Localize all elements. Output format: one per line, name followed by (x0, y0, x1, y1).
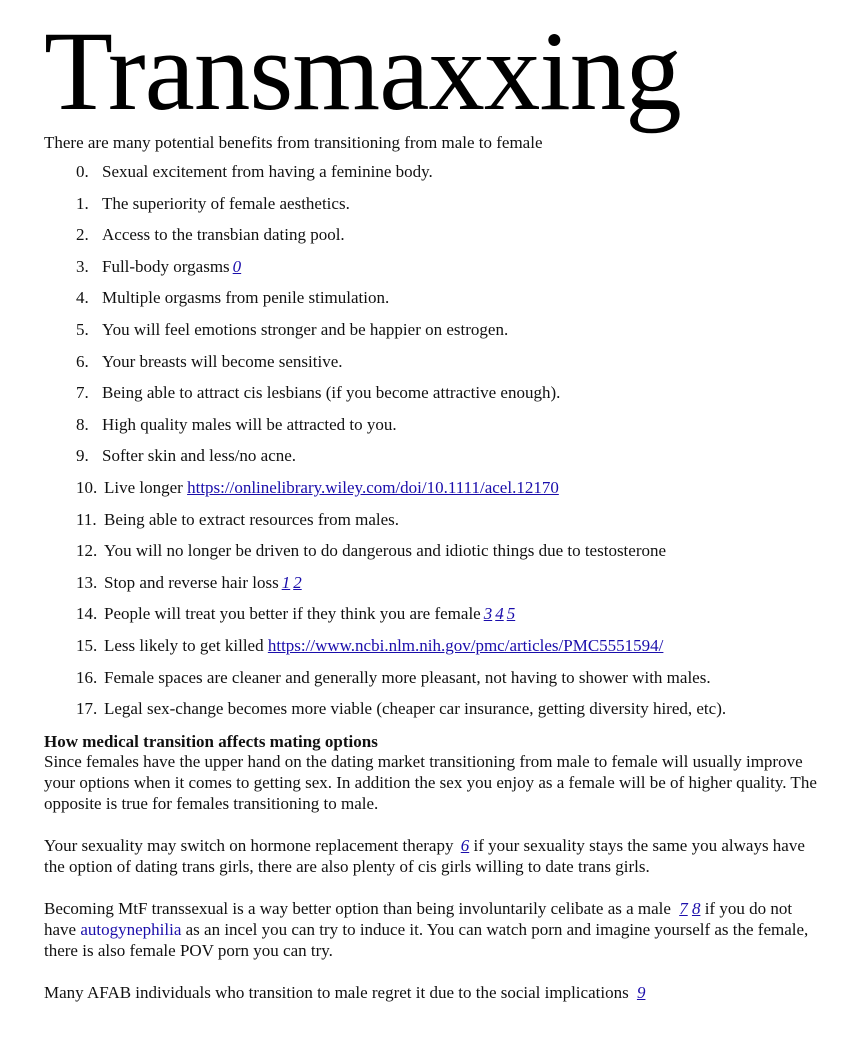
list-item (76, 320, 820, 352)
list-number: 9. (76, 446, 89, 466)
paragraph-text: if you do not have (44, 898, 793, 939)
list-number: 16. (76, 667, 98, 687)
list-number: 8. (76, 414, 89, 434)
list-number: 4. (76, 288, 89, 308)
paragraph-dating-market: Since females have the upper hand on the dating market transitioning from male to female will usually improve your options when it comes to getting sex. In addition the sex you enjoy as a female will be of higher quality. The opposite is true for females transitioning to male. (44, 751, 817, 813)
list-item (76, 352, 820, 384)
list-item-text: Access to the transbian dating pool. (102, 225, 345, 245)
list-item (76, 162, 820, 194)
list-number: 10. (76, 477, 98, 497)
list-item-text: Live longer (104, 477, 183, 497)
list-item-text: The superiority of female aesthetics. (102, 193, 350, 213)
paragraph-text: if your sexuality stays the same you always have the option of dating trans girls, there are also plenty of cis girls willing to date trans girls. (44, 835, 805, 876)
paragraph-text: Many AFAB individuals who transition to male regret it due to the social implications (44, 982, 629, 1002)
list-number: 2. (76, 225, 89, 245)
paragraph-text: Your sexuality may switch on hormone replacement therapy (44, 835, 454, 855)
list-number: 5. (76, 319, 89, 339)
list-item (76, 288, 820, 320)
list-item (76, 194, 820, 226)
list-item-text: Legal sex-change becomes more viable (cheaper car insurance, getting diversity hired, etc). (104, 699, 727, 719)
list-item (76, 446, 820, 478)
paragraph-mtf (44, 898, 820, 961)
reference-link-1[interactable]: 1 (281, 572, 291, 592)
list-item (76, 478, 820, 510)
list-item (76, 668, 820, 700)
reference-links (481, 604, 516, 623)
list-item (76, 510, 820, 542)
source-link[interactable]: https://www.ncbi.nlm.nih.gov/pmc/articles/PMC5551594/ (267, 635, 664, 655)
list-number: 11. (76, 509, 97, 529)
reference-link-9[interactable]: 9 (636, 982, 646, 1002)
paragraph-text: as an incel you can try to induce it. You can watch porn and imagine yourself as the female, there is also female POV porn you can try. (44, 919, 809, 960)
paragraph-spacer (44, 814, 820, 835)
list-number: 12. (76, 541, 98, 561)
list-number: 3. (76, 256, 89, 276)
reference-links (230, 257, 242, 276)
list-item-text: Less likely to get killed (104, 635, 264, 655)
reference-link-6[interactable]: 6 (460, 835, 470, 855)
section-heading: How medical transition affects mating options (44, 731, 378, 751)
page-title: Transmaxxing (44, 9, 681, 134)
list-item-text: Being able to attract cis lesbians (if you become attractive enough). (102, 383, 561, 403)
list-item (76, 604, 820, 636)
list-number: 6. (76, 351, 89, 371)
reference-links (279, 573, 302, 592)
list-item-text: Multiple orgasms from penile stimulation. (102, 288, 390, 308)
list-item (76, 415, 820, 447)
reference-link-5[interactable]: 5 (506, 604, 516, 624)
list-item (76, 699, 820, 731)
list-item-text: Stop and reverse hair loss (104, 572, 279, 592)
list-item-text: Sexual excitement from having a feminine body. (102, 162, 433, 181)
list-item-text: You will feel emotions stronger and be happier on estrogen. (102, 319, 509, 339)
reference-link-7[interactable]: 7 (679, 898, 688, 918)
list-item (76, 636, 820, 668)
list-number: 14. (76, 604, 98, 624)
source-link[interactable]: https://onlinelibrary.wiley.com/doi/10.1111/acel.12170 (187, 477, 559, 497)
list-item-text: Your breasts will become sensitive. (102, 351, 343, 371)
list-item-text: Full-body orgasms (102, 256, 230, 276)
list-number: 7. (76, 383, 89, 403)
intro-text: There are many potential benefits from transitioning from male to female (44, 133, 543, 152)
list-number: 13. (76, 572, 98, 592)
list-item (76, 225, 820, 257)
list-item (76, 257, 820, 289)
paragraph-spacer (44, 961, 820, 982)
list-number: 0. (76, 162, 89, 181)
list-item-text: High quality males will be attracted to you. (102, 414, 397, 434)
list-number: 17. (76, 699, 98, 719)
list-item-text: Female spaces are cleaner and generally more pleasant, not having to shower with males. (104, 667, 711, 687)
list-item-text: Softer skin and less/no acne. (102, 446, 297, 466)
reference-link-0[interactable]: 0 (232, 256, 242, 276)
reference-link-8[interactable]: 8 (691, 898, 701, 918)
autogynephilia-link[interactable]: autogynephilia (80, 919, 182, 939)
list-item (76, 541, 820, 573)
reference-link-2[interactable]: 2 (293, 572, 302, 592)
reference-link-3[interactable]: 3 (483, 604, 493, 624)
list-number: 1. (76, 193, 89, 213)
paragraph-sexuality (44, 835, 820, 877)
list-item (76, 573, 820, 605)
list-item-text: You will no longer be driven to do dangerous and idiotic things due to testosterone (104, 541, 667, 561)
list-item-text: Being able to extract resources from males. (104, 509, 400, 529)
paragraph-spacer (44, 877, 820, 898)
paragraph-afab (44, 982, 820, 1003)
list-number: 15. (76, 635, 98, 655)
paragraph-text: Becoming MtF transsexual is a way better option than being involuntarily celibate as a male (44, 898, 671, 918)
list-item-text: People will treat you better if they think you are female (104, 604, 481, 624)
benefits-list (44, 162, 820, 731)
reference-link-4[interactable]: 4 (495, 604, 504, 624)
list-item (76, 383, 820, 415)
